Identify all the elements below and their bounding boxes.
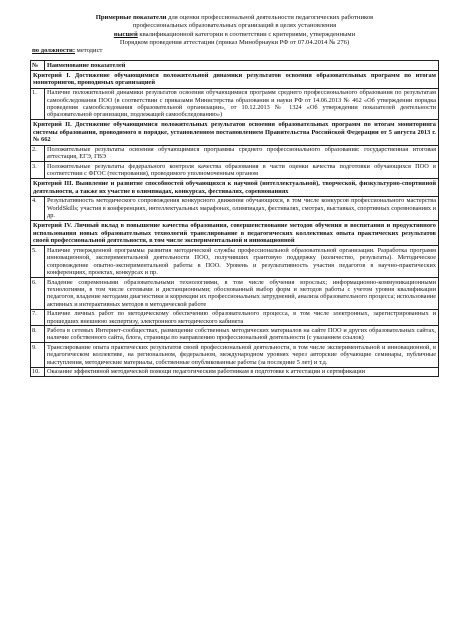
row-number: 7. <box>31 309 45 326</box>
position-label: по должности: <box>32 47 76 55</box>
table-row <box>31 309 439 326</box>
row-text: Наличие положительной динамики результатов освоения обучающимися программ среднего профессионального образования по результатам самообследования ПОО (в соответствии с приказами Министерства образования и науки РФ от 14.06.2013 № 462 «Об утверждении порядка проведения самообследования образовательной организации», от 10.12.2013 № 1324 «Об утверждении показателей деятельности образовательной организации, подлежащей самообследованию») <box>45 88 439 120</box>
criterion-4-text: Критерий IV. Личный вклад в повышение качества образования, совершенствование методов обучения и воспитания и продуктивного использования новых образовательных технологий транслирование в педагогических коллективах опыта практических результатов своей профессиональной деятельности, в том числе экспериментальной и инновационной <box>31 221 439 246</box>
table-row <box>31 162 439 179</box>
row-number: 5. <box>31 246 45 278</box>
position-value: методист <box>75 47 103 55</box>
header-title-bold: Примерные показатели <box>95 14 167 21</box>
criterion-1-text: Критерий I. Достижение обучающимися положительной динамики результатов освоения образовательных программ по итогам мониторингов, проводимых организацией <box>31 70 439 88</box>
header-line-1 <box>30 14 439 22</box>
table-row <box>31 343 439 367</box>
table-header-row <box>31 61 439 70</box>
row-text: Результативность методического сопровождения конкурсного движения обучающихся, в том числе конкурсов профессионального мастерства WorldSkills; участия в конференциях, интеллектуальных марафонах, олимпиадах, фестивалях, смотрах, выставках, спортивных соревнованиях и др. <box>45 196 439 220</box>
column-header-name: Наименование показателей <box>45 61 439 70</box>
row-text: Транслирование опыта практических результатов своей профессиональной деятельности, в том числе экспериментальной и инновационной, в педагогическом коллективе, на региональном, федеральном, международном уровнях через авторские обучающие семинары, публичные выступления, методические материалы, собственные опубликованные работы (за последние 5 лет) и т.д. <box>45 343 439 367</box>
row-text: Положительные результаты освоения обучающимися программы среднего профессионального образования: государственная итоговая аттестация, ЕГЭ, ГВЭ <box>45 145 439 162</box>
table-row <box>31 278 439 310</box>
header-line-2: профессиональных образовательных организаций в целях установления <box>132 22 337 30</box>
criterion-3-text: Критерий III. Выявление и развитие способностей обучающихся к научной (интеллектуальной), творческой, физкультурно-спортивной деятельности, а также их участие в олимпиадах, конкурсах, фестивалях, соревнованиях <box>31 179 439 197</box>
table-row <box>31 246 439 278</box>
row-number: 3. <box>31 162 45 179</box>
criterion-row-4 <box>31 221 439 246</box>
document-header <box>30 14 439 47</box>
row-text: Владение современными образовательными технологиями, в том числе обучения взрослых; информационно-коммуникационными технологиями, в том числе сетевыми и дистанционными; обоснованный выбор форм и методов работы с учетом уровня квалификации педагогов, владение методами диагностики и коррекции их профессиональных затруднений, анализа образовательного процесса; использование активных и интерактивных методов в методической работе <box>45 278 439 310</box>
table-row <box>31 367 439 376</box>
row-number: 6. <box>31 278 45 310</box>
header-line-3-rest: квалификационной категории в соответствии с критериями, утвержденными <box>137 30 356 38</box>
header-line-4: Порядком проведения аттестации (приказ Минобрнауки РФ от 07.04.2014 № 276) <box>119 38 350 46</box>
row-text: Работа в сетевых Интернет-сообществах, размещение собственных методических материалов на сайте ПОО и других образовательных сайтах, наличие собственного сайта, блога, страницы по направлению профессиональной деятельности (с указанием ссылок) <box>45 326 439 343</box>
row-text: Оказание эффективной методической помощи педагогическим работникам в подготовке к аттестации и сертификации <box>45 367 439 376</box>
header-line-3 <box>30 31 439 39</box>
criterion-2-text: Критерий II. Достижение обучающимися положительных результатов освоения образовательных программ по итогам мониторинга системы образования, проводимого в порядке, установленном постановлением Правительства Российской Федерации от 5 августа 2013 г. № 662 <box>31 120 439 145</box>
row-number: 8. <box>31 326 45 343</box>
header-title-rest: для оценки профессиональной деятельности педагогических работников <box>166 14 374 21</box>
row-text: Положительные результаты федерального контроля качества образования в части оценки качества подготовки обучающихся ПОО в соответствии с ФГОС (тестирования), проводимого уполномоченным органом <box>45 162 439 179</box>
indicators-table <box>30 60 439 376</box>
header-category-bold: высшей <box>113 30 138 38</box>
table-row <box>31 196 439 220</box>
row-text: Наличие личных работ по методическому обеспечению образовательного процесса, в том числе электронных, зарегистрированных и прошедших внешнюю экспертизу, электронного методического кабинета <box>45 309 439 326</box>
criterion-row-2 <box>31 120 439 145</box>
table-row <box>31 145 439 162</box>
row-number: 9. <box>31 343 45 367</box>
position-line <box>30 47 439 55</box>
row-text: Наличие утвержденной программы развития методической службы профессиональной образовательной организации. Разработка программ инновационной, экспериментальной деятельности ПОО, получивших грантовую поддержку (количество, результаты). Методическое сопровождение опытно-экспериментальной работы в ПОО. Уровень и результативность участия педагогов в научно-практических конференциях, проектах, конкурсах и пр. <box>45 246 439 278</box>
column-header-number: № <box>31 61 45 70</box>
table-row <box>31 88 439 120</box>
row-number: 4. <box>31 196 45 220</box>
criterion-row-1 <box>31 70 439 88</box>
row-number: 10. <box>31 367 45 376</box>
row-number: 2. <box>31 145 45 162</box>
criterion-row-3 <box>31 179 439 197</box>
row-number: 1. <box>31 88 45 120</box>
table-row <box>31 326 439 343</box>
